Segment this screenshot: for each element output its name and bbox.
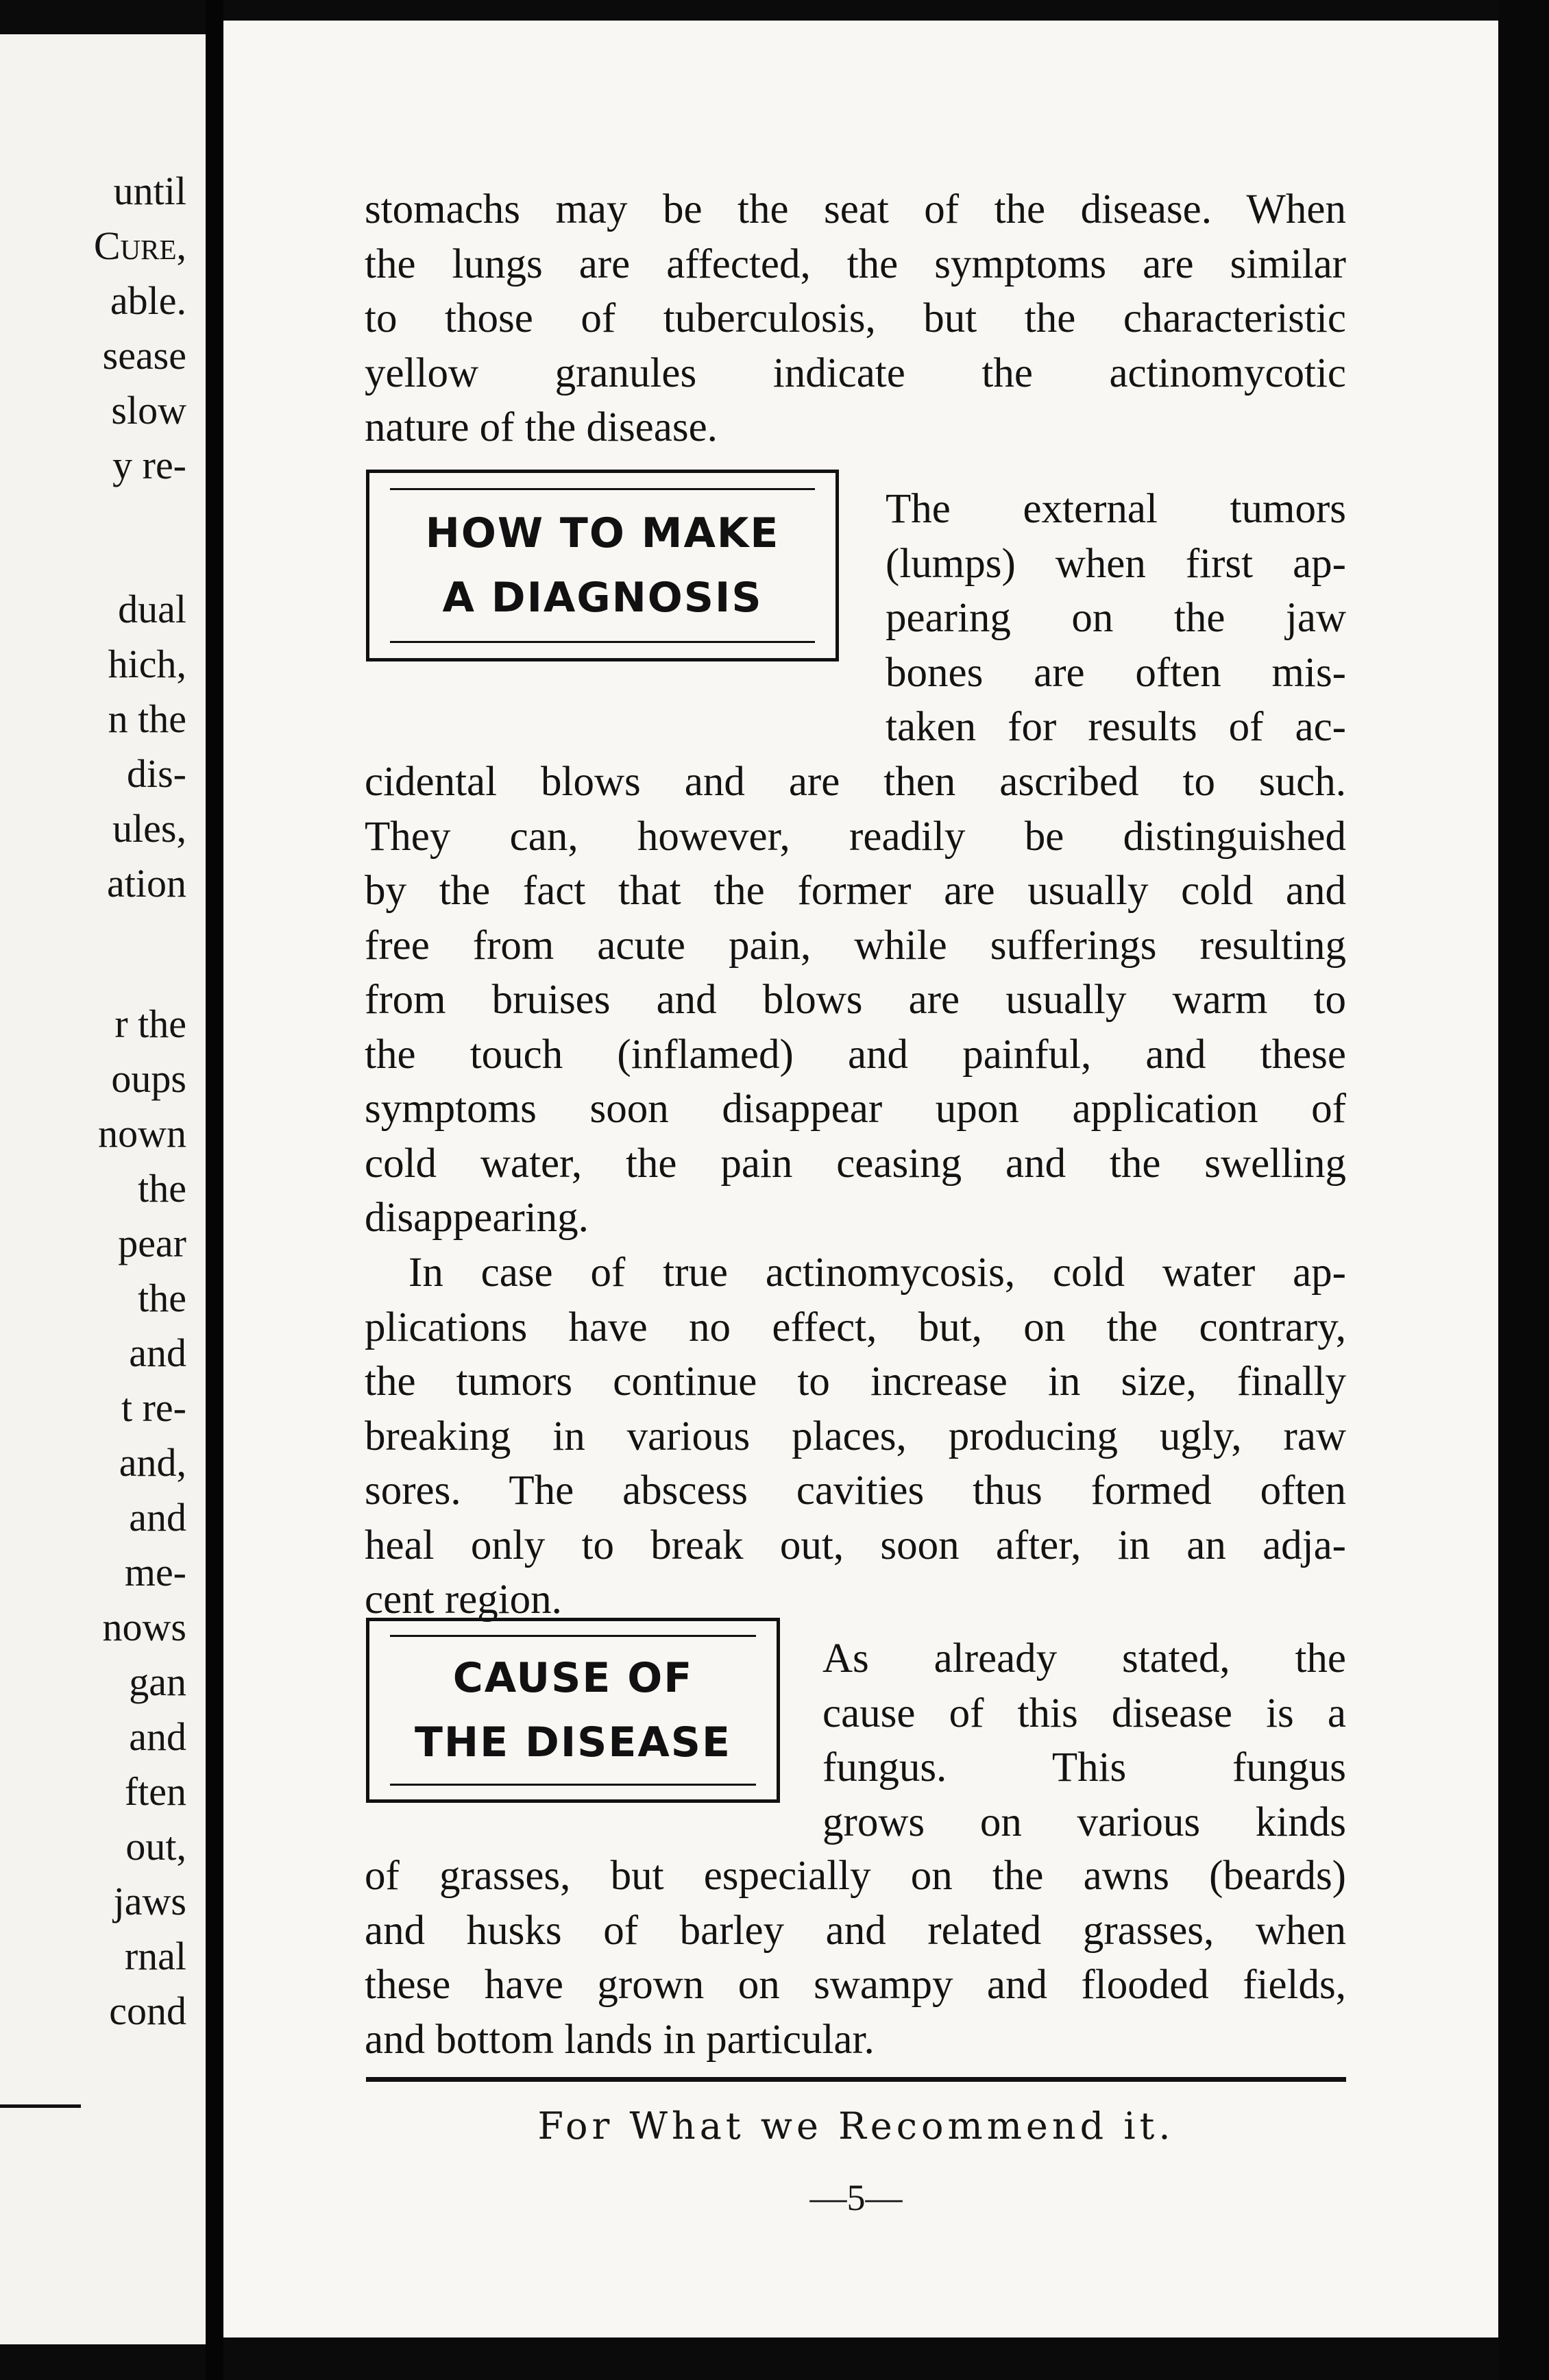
book-gutter — [206, 0, 223, 2380]
left-page-fragment: ules, — [112, 806, 186, 851]
text-line: grows on various kinds — [822, 1799, 1346, 1845]
left-page-fragment: able. — [110, 278, 186, 323]
text-line: taken for results of ac- — [886, 704, 1346, 750]
text-line: In case of true actinomycosis, cold water ap- — [408, 1250, 1346, 1296]
left-page-fragment: t re- — [121, 1385, 186, 1430]
text-line: cent region. — [365, 1577, 562, 1623]
left-page-fragment: nown — [98, 1111, 186, 1156]
text-line: by the fact that the former are usually cold and — [365, 868, 1346, 914]
text-line: and bottom lands in particular. — [365, 2016, 875, 2063]
text-line: the touch (inflamed) and painful, and these — [365, 1031, 1346, 1078]
text-line: They can, however, readily be distinguished — [365, 813, 1346, 860]
left-page-fragment: jaws — [113, 1879, 186, 1923]
text-line: sores. The abscess cavities thus formed often — [365, 1468, 1346, 1514]
cause-side-text — [822, 1631, 1346, 1849]
text-line: and husks of barley and related grasses, when — [365, 1907, 1346, 1954]
left-page-fragment: r the — [114, 1001, 186, 1046]
text-line: disappearing. — [365, 1195, 589, 1241]
right-page — [223, 21, 1498, 2338]
left-facing-page — [0, 34, 206, 2344]
cause-paragraph — [365, 1849, 1346, 2067]
left-page-fragment: ation — [107, 861, 186, 906]
left-page-fragment: slow — [111, 388, 186, 433]
left-page-fragment: and — [129, 1331, 186, 1375]
left-page-fragment: out, — [125, 1824, 186, 1869]
left-page-fragment: and — [129, 1495, 186, 1540]
text-line: these have grown on swampy and flooded fields, — [365, 1962, 1346, 2008]
text-line: of grasses, but especially on the awns (beards) — [365, 1853, 1346, 1899]
text-line: nature of the disease. — [365, 404, 718, 450]
text-line: the tumors continue to increase in size, finally — [365, 1359, 1346, 1405]
diagnosis-heading — [426, 501, 780, 630]
box-rule — [390, 1784, 756, 1786]
text-line: cause of this disease is a — [822, 1690, 1346, 1736]
left-page-fragment: the — [138, 1166, 186, 1211]
left-page-rule — [0, 2104, 81, 2108]
text-line: stomachs may be the seat of the disease. When — [365, 186, 1346, 232]
left-page-fragment: the — [138, 1276, 186, 1320]
text-line: plications have no effect, but, on the contrary, — [365, 1304, 1346, 1350]
footer-rule — [366, 2077, 1346, 2082]
right-page-edge — [1498, 0, 1549, 2380]
heading-line: THE DISEASE — [415, 1719, 731, 1766]
text-line: fungus. This fungus — [822, 1745, 1346, 1790]
text-line: yellow granules indicate the actinomycotic — [365, 350, 1346, 396]
text-line: The external tumors — [886, 486, 1346, 532]
text-line: symptoms soon disappear upon application of — [365, 1086, 1346, 1132]
text-line: heal only to break out, soon after, in an adja- — [365, 1522, 1346, 1568]
left-page-fragment: cond — [109, 1989, 186, 2033]
text-line: to those of tuberculosis, but the characteristic — [365, 295, 1346, 341]
text-line: the lungs are affected, the symptoms are similar — [365, 241, 1346, 287]
box-rule — [390, 1635, 756, 1637]
left-page-fragment: dual — [118, 587, 186, 631]
actinomycosis-paragraph — [365, 1246, 1346, 1627]
text-line: bones are often mis- — [886, 649, 1346, 696]
left-page-fragment: y re- — [112, 443, 186, 487]
left-page-fragment: pear — [118, 1221, 186, 1265]
left-page-fragment: rnal — [124, 1934, 186, 1978]
cause-heading-box — [366, 1618, 780, 1803]
left-page-fragment: until — [113, 169, 186, 213]
left-page-fragment: and, — [119, 1440, 186, 1485]
text-line: (lumps) when first ap- — [886, 540, 1346, 587]
left-page-fragment: oups — [111, 1056, 186, 1101]
cause-heading — [415, 1646, 731, 1775]
left-page-fragment: nows — [102, 1605, 186, 1649]
left-page-fragment: Cure, — [93, 223, 186, 268]
diagnosis-side-text — [886, 482, 1346, 755]
page-number: —5— — [809, 2177, 903, 2218]
text-line: cidental blows and are then ascribed to such. — [365, 759, 1346, 805]
text-line: cold water, the pain ceasing and the swelling — [365, 1140, 1346, 1187]
left-page-fragment: me- — [124, 1550, 186, 1594]
left-page-fragment: dis- — [127, 751, 186, 796]
left-page-fragment: sease — [102, 333, 186, 378]
diagnosis-heading-box — [366, 470, 839, 661]
left-page-fragment: and — [129, 1714, 186, 1759]
heading-line: CAUSE OF — [452, 1654, 694, 1702]
box-rule — [390, 641, 815, 643]
text-line: pearing on the jaw — [886, 595, 1346, 641]
left-page-fragment: n the — [108, 696, 186, 741]
text-line: from bruises and blows are usually warm to — [365, 977, 1346, 1023]
text-line: breaking in various places, producing ugly, raw — [365, 1413, 1346, 1459]
left-page-fragment: hich, — [108, 642, 186, 686]
footer-tagline: For What we Recommend it. — [537, 2104, 1175, 2148]
left-page-fragment: ften — [124, 1769, 186, 1814]
heading-line: A DIAGNOSIS — [442, 574, 763, 622]
left-page-fragment: gan — [129, 1660, 186, 1704]
box-rule — [390, 488, 815, 490]
text-line: free from acute pain, while sufferings resulting — [365, 922, 1346, 969]
intro-paragraph — [365, 182, 1346, 455]
diagnosis-paragraph — [365, 755, 1346, 1246]
text-line: As already stated, the — [822, 1636, 1346, 1681]
heading-line: HOW TO MAKE — [425, 509, 780, 557]
